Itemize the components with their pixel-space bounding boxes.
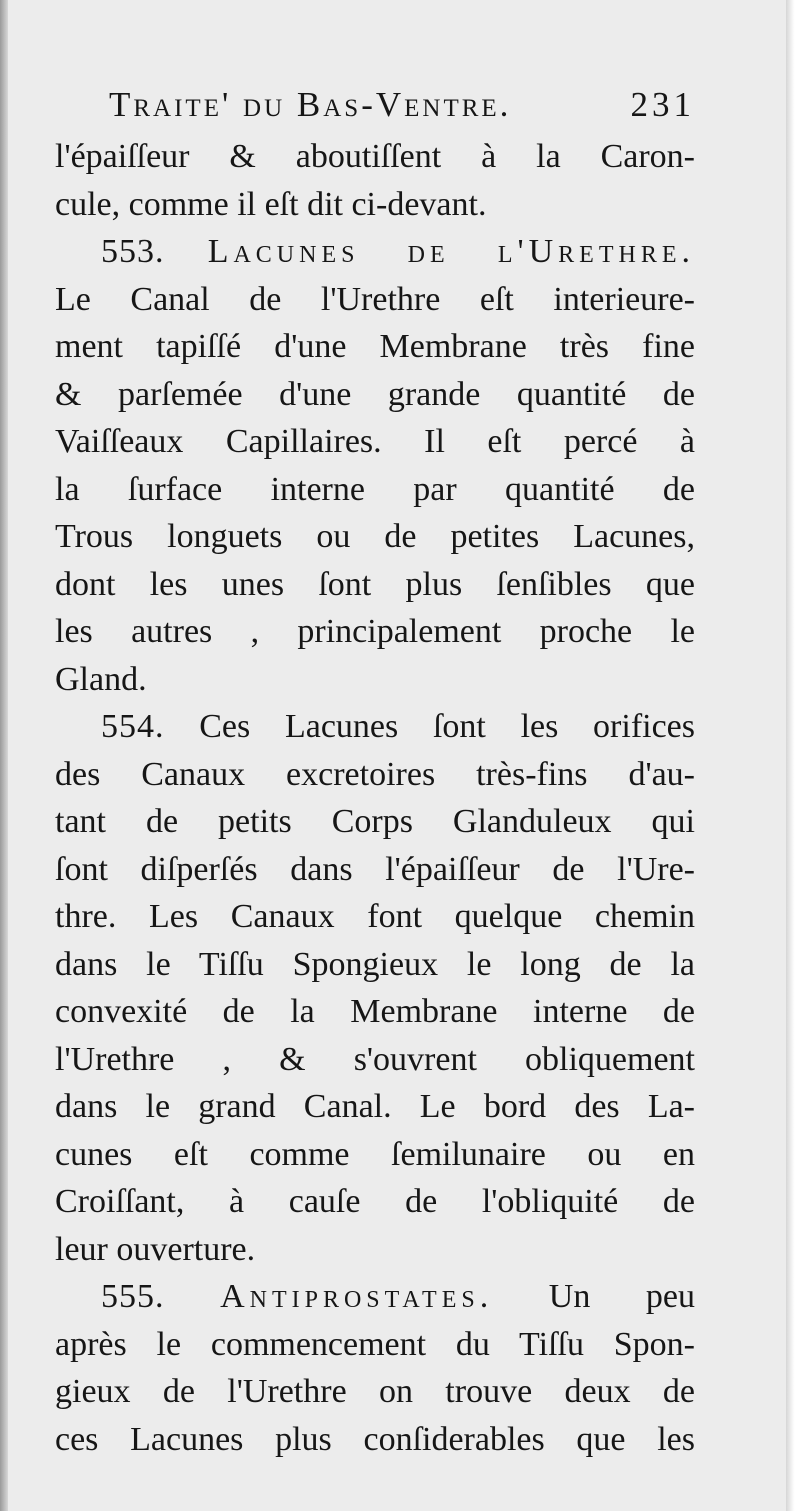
text-line: les autres , principalement proche le — [55, 613, 695, 650]
text-line: Croiſſant, à cauſe de l'obliquité de — [55, 1183, 695, 1220]
section-heading-553 — [55, 228, 695, 276]
text-line: & parſemée d'une grande quantité de — [55, 375, 695, 413]
page-edge — [786, 0, 800, 1511]
text-line: dans le grand Canal. Le bord des La- — [55, 1088, 695, 1125]
text-line: Gland. — [55, 660, 147, 698]
binding-shadow — [0, 0, 8, 1511]
text-block — [55, 85, 695, 1463]
text-line: des Canaux excretoires très-fins d'au- — [55, 755, 695, 793]
section-number: 554. — [101, 708, 165, 745]
running-head — [55, 85, 695, 133]
text-line: convexité de la Membrane interne de — [55, 993, 695, 1030]
running-head-title: Traite' du Bas-Ventre. — [109, 85, 512, 124]
text-line: cule, comme il eſt dit ci-devant. — [55, 185, 487, 223]
text-line: ment tapiſſé d'une Membrane très fine — [55, 328, 695, 365]
text-line: ſont diſperſés dans l'épaiſſeur de l'Ure- — [55, 850, 695, 888]
text-line: thre. Les Canaux font quelque chemin — [55, 898, 695, 935]
text-line: dans le Tiſſu Spongieux le long de la — [55, 945, 695, 983]
text-line: l'Urethre , & s'ouvrent obliquement — [55, 1040, 695, 1078]
text-line: gieux de l'Urethre on trouve deux de — [55, 1373, 695, 1410]
section-number: 555. — [101, 1278, 165, 1315]
text-line: leur ouverture. — [55, 1230, 256, 1268]
paragraph-554-start: 554. Ces Lacunes ſont les orifices — [101, 708, 696, 745]
text-line: Le Canal de l'Urethre eſt interieure- — [55, 280, 695, 318]
section-heading-555: 555. Antiprostates. Un peu — [101, 1278, 695, 1315]
section-title: Antiprostates. — [220, 1278, 494, 1315]
text-line: tant de petits Corps Glanduleux qui — [55, 803, 695, 840]
body-text — [55, 133, 695, 1463]
text-line: ces Lacunes plus conſiderables que les — [55, 1420, 695, 1458]
text-line: Trous longuets ou de petites Lacunes, — [55, 518, 695, 555]
page-number: 231 — [630, 85, 695, 124]
text-line: dont les unes ſont plus ſenſibles que — [55, 565, 695, 603]
text-line: la ſurface interne par quantité de — [55, 470, 695, 508]
text-line: cunes eſt comme ſemilunaire ou en — [55, 1135, 695, 1173]
section-number: 553. — [101, 233, 165, 270]
text-line: l'épaiſſeur & aboutiſſent à la Caron- — [55, 138, 695, 175]
text-line: Vaiſſeaux Capillaires. Il eſt percé à — [55, 423, 695, 460]
section-title: Lacunes de l'Urethre. — [207, 233, 695, 270]
text-line: après le commencement du Tiſſu Spon- — [55, 1325, 695, 1363]
